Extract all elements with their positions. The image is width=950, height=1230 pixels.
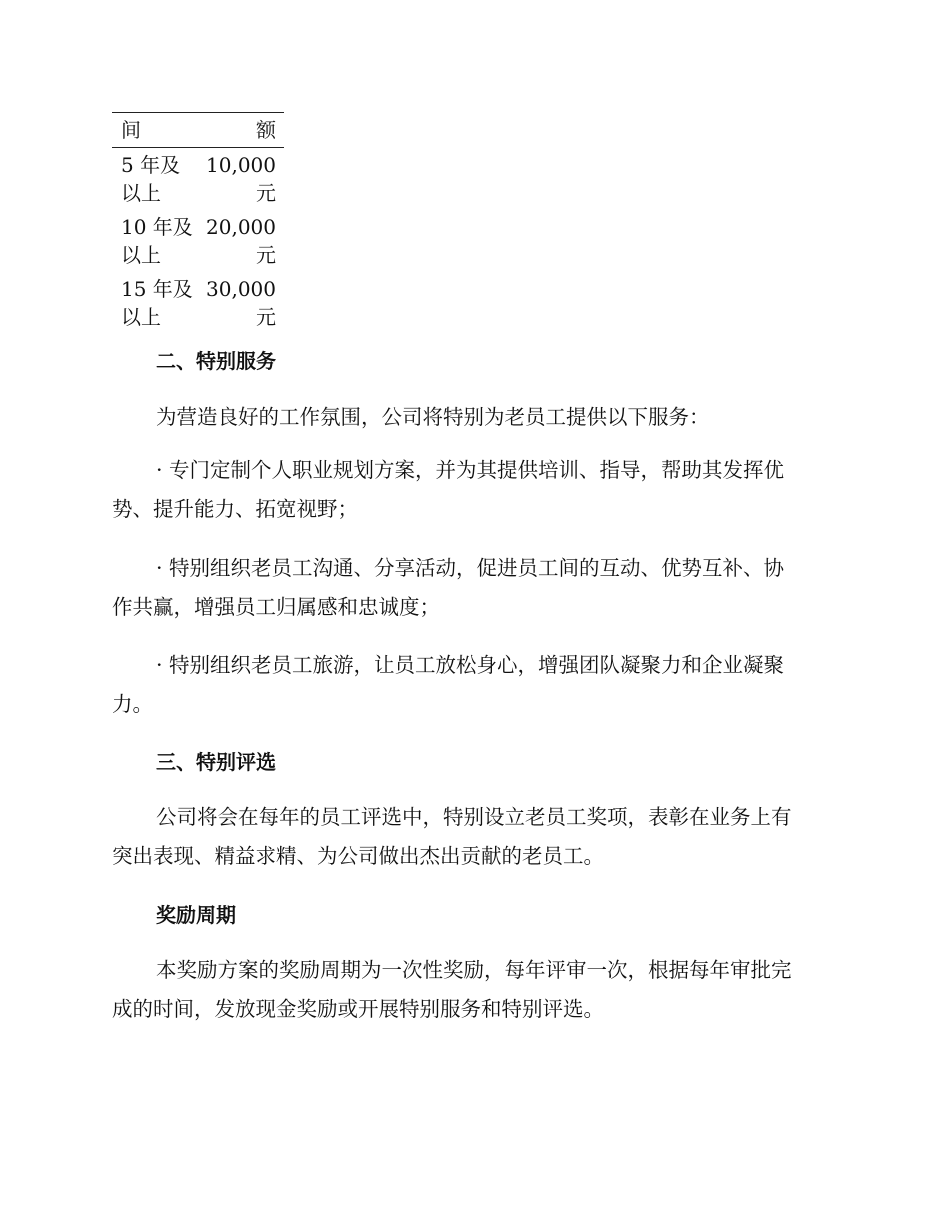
cell-text: 元 bbox=[256, 181, 276, 205]
text-line: 本奖励方案的奖励周期为一次性奖励，每年评审一次，根据每年审批完 bbox=[156, 958, 792, 982]
table-row bbox=[112, 210, 284, 272]
text-line: · 专门定制个人职业规划方案，并为其提供培训、指导，帮助其发挥优 bbox=[156, 458, 785, 482]
table-row bbox=[112, 272, 284, 334]
bullet-item bbox=[112, 451, 828, 529]
section-heading-special-services: 二、特别服务 bbox=[156, 349, 276, 373]
table-row bbox=[112, 148, 284, 211]
text-line: 势、提升能力、拓宽视野； bbox=[112, 497, 358, 521]
cell-text: 10,000 bbox=[206, 153, 276, 177]
paragraph-intro bbox=[112, 398, 828, 437]
bullet-item bbox=[112, 549, 828, 627]
cell-text: 20,000 bbox=[206, 215, 276, 239]
cell-text: 以上 bbox=[121, 181, 161, 205]
cell-text: 以上 bbox=[121, 305, 161, 329]
cell-text: 元 bbox=[256, 305, 276, 329]
text-line: · 特别组织老员工沟通、分享活动，促进员工间的互动、优势互补、协 bbox=[156, 556, 785, 580]
text-line: 作共赢，增强员工归属感和忠诚度； bbox=[112, 595, 440, 619]
table-cell-years bbox=[112, 272, 206, 334]
text-line: 成的时间，发放现金奖励或开展特别服务和特别评选。 bbox=[112, 997, 604, 1021]
table-cell-years bbox=[112, 148, 206, 211]
reward-table bbox=[112, 112, 284, 334]
section-heading-special-selection: 三、特别评选 bbox=[156, 750, 276, 774]
cell-text: 元 bbox=[256, 243, 276, 267]
text-line: 公司将会在每年的员工评选中，特别设立老员工奖项，表彰在业务上有 bbox=[156, 805, 792, 829]
table-header-amount: 额 bbox=[256, 118, 276, 142]
text-line: 为营造良好的工作氛围，公司将特别为老员工提供以下服务： bbox=[156, 405, 710, 429]
table-header-row bbox=[112, 113, 284, 148]
paragraph-selection bbox=[112, 798, 828, 876]
bullet-item bbox=[112, 646, 828, 724]
table-cell-amount bbox=[206, 272, 284, 334]
section-heading-reward-cycle: 奖励周期 bbox=[156, 903, 236, 927]
cell-text: 以上 bbox=[121, 243, 161, 267]
cell-text: 5 年及 bbox=[121, 153, 181, 177]
text-line: 突出表现、精益求精、为公司做出杰出贡献的老员工。 bbox=[112, 844, 604, 868]
cell-text: 30,000 bbox=[206, 277, 276, 301]
paragraph-reward-cycle bbox=[112, 951, 828, 1029]
cell-text: 15 年及 bbox=[121, 277, 193, 301]
table-cell-amount bbox=[206, 148, 284, 211]
table-cell-amount bbox=[206, 210, 284, 272]
table-cell-years bbox=[112, 210, 206, 272]
cell-text: 10 年及 bbox=[121, 215, 193, 239]
text-line: · 特别组织老员工旅游，让员工放松身心，增强团队凝聚力和企业凝聚 bbox=[156, 653, 785, 677]
table-header-years: 间 bbox=[121, 118, 141, 142]
text-line: 力。 bbox=[112, 692, 153, 716]
